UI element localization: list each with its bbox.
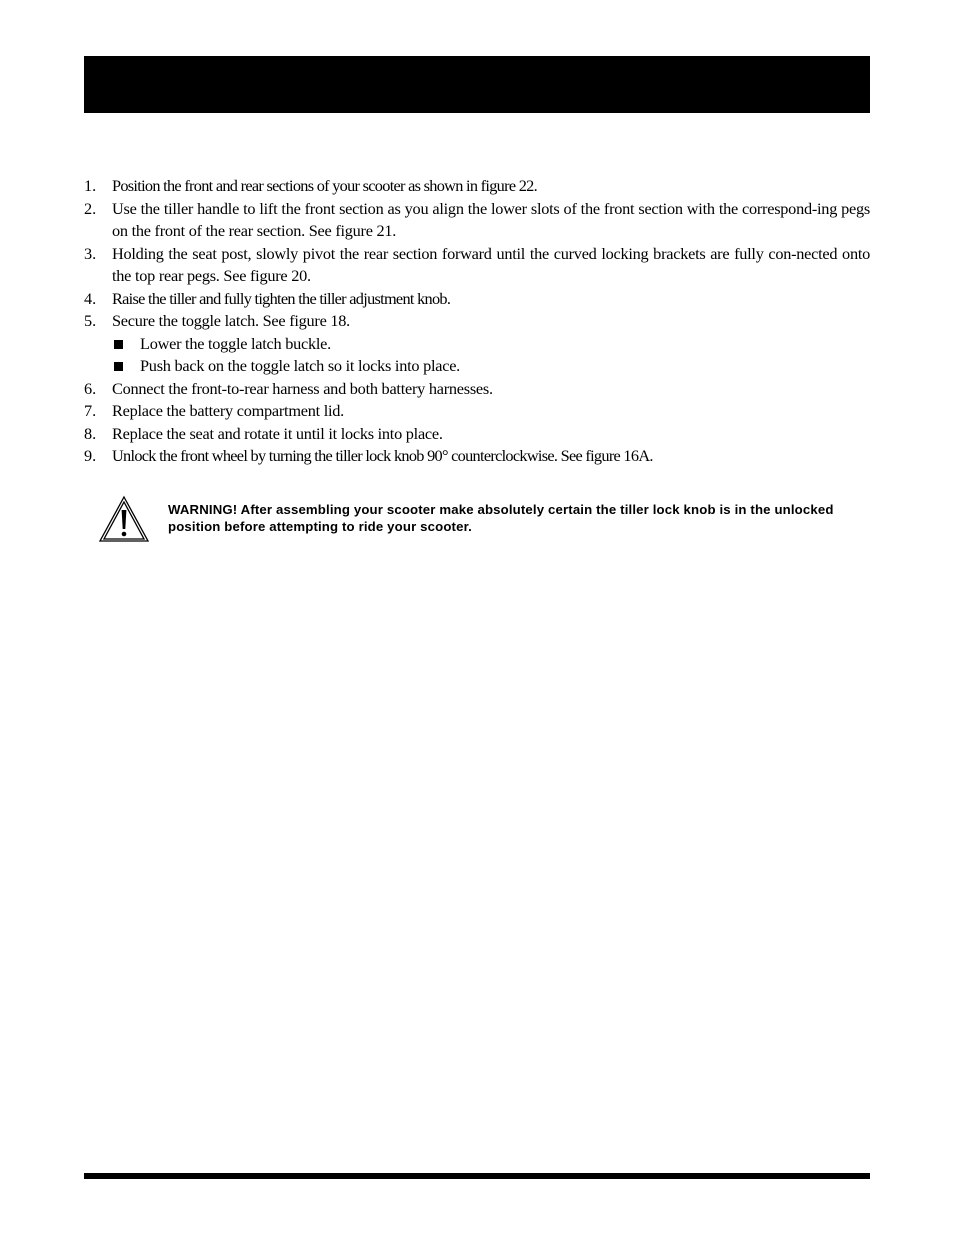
step-number: 2. bbox=[84, 198, 97, 218]
step-item bbox=[84, 175, 870, 198]
step-number: 6. bbox=[84, 378, 97, 398]
step-item bbox=[84, 198, 870, 243]
step-number: 4. bbox=[84, 288, 97, 308]
step-item bbox=[84, 423, 870, 446]
sub-step-text: Lower the toggle latch buckle. bbox=[140, 333, 331, 353]
square-bullet-icon bbox=[114, 362, 123, 371]
header-bar bbox=[84, 56, 870, 113]
sub-step-text: Push back on the toggle latch so it locks into place. bbox=[140, 356, 460, 375]
step-item bbox=[84, 288, 870, 311]
step-item bbox=[84, 378, 870, 401]
step-number: 7. bbox=[84, 401, 97, 420]
warning-text: WARNING! After assembling your scooter make absolutely certain the tiller lock knob is in the unlocked position before attempting to ride your scooter. bbox=[168, 502, 834, 534]
assembly-steps-list bbox=[84, 175, 870, 468]
sub-step-item bbox=[84, 355, 870, 378]
step-number: 1. bbox=[84, 176, 97, 195]
step-text: Use the tiller handle to lift the front section as you align the lower slots of the front section with the correspond-ing pegs on the front of the rear section. See figure 21. bbox=[112, 198, 870, 240]
step-text: Secure the toggle latch. See figure 18. bbox=[112, 311, 350, 330]
step-text: Unlock the front wheel by turning the tiller lock knob 90° counterclockwise. See figure 16A. bbox=[112, 446, 653, 465]
square-bullet-icon bbox=[114, 340, 123, 349]
sub-step-item bbox=[84, 333, 870, 356]
step-text: Replace the battery compartment lid. bbox=[112, 401, 344, 420]
step-item bbox=[84, 445, 870, 468]
step-text: Replace the seat and rotate it until it locks into place. bbox=[112, 423, 443, 443]
step-text: Position the front and rear sections of your scooter as shown in figure 22. bbox=[112, 176, 537, 195]
step-number: 8. bbox=[84, 423, 97, 443]
step-item bbox=[84, 310, 870, 333]
step-item bbox=[84, 243, 870, 288]
step-text: Connect the front-to-rear harness and both battery harnesses. bbox=[112, 378, 493, 398]
warning-triangle-icon bbox=[98, 495, 150, 543]
footer-rule bbox=[84, 1173, 870, 1179]
warning-notice bbox=[98, 495, 858, 545]
step-number: 3. bbox=[84, 243, 97, 263]
step-text: Holding the seat post, slowly pivot the rear section forward until the curved locking brackets are fully con-nected onto the top rear pegs. See figure 20. bbox=[112, 243, 870, 285]
step-text: Raise the tiller and fully tighten the tiller adjustment knob. bbox=[112, 288, 451, 308]
step-number: 9. bbox=[84, 446, 97, 465]
step-number: 5. bbox=[84, 311, 97, 330]
step-item bbox=[84, 400, 870, 423]
